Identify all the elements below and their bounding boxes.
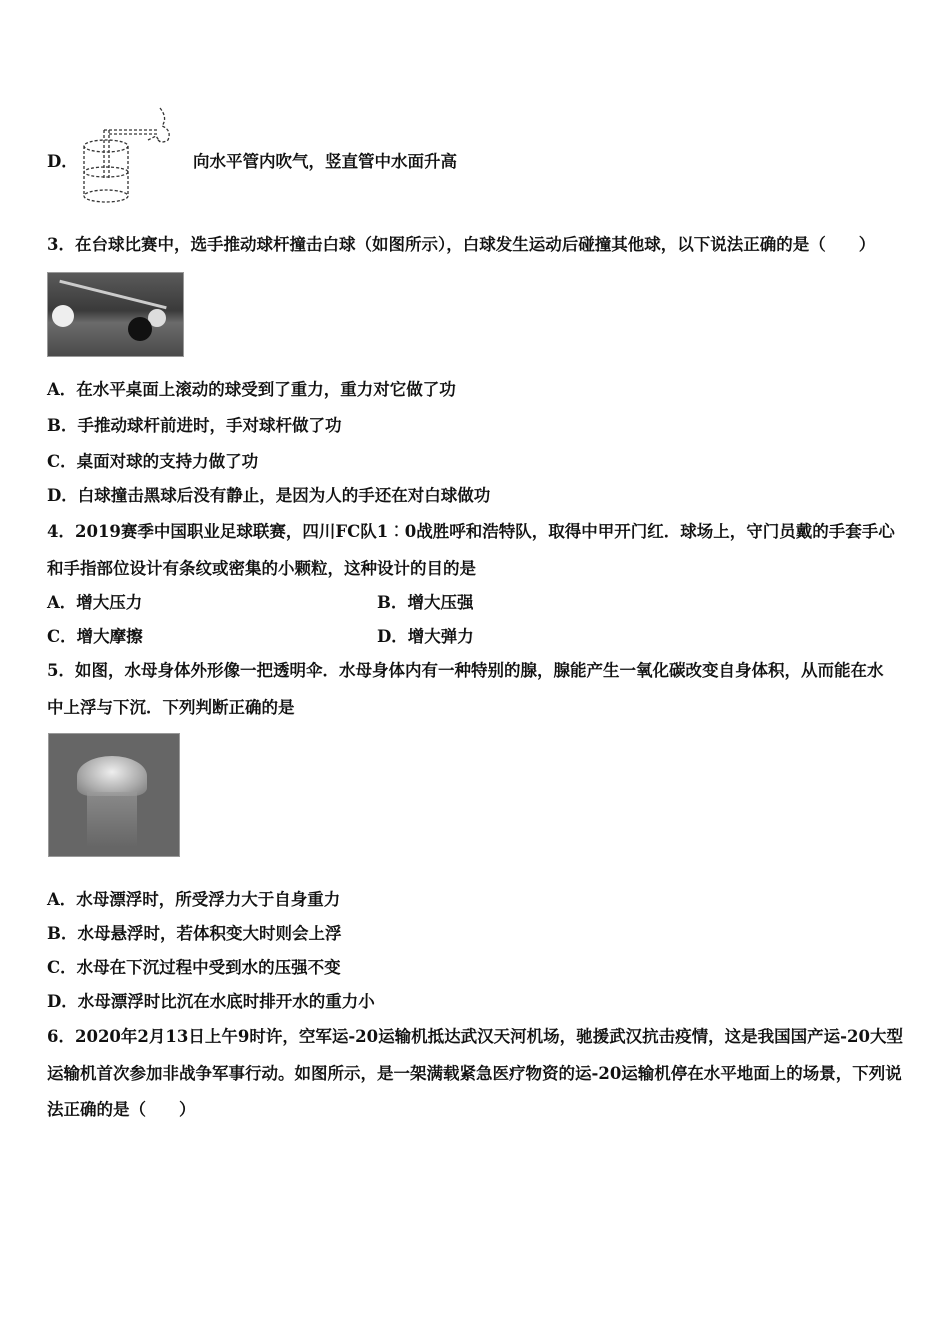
question-stem-line-2: 和手指部位设计有条纹或密集的小颗粒，这种设计的目的是: [47, 559, 476, 578]
black-ball: [128, 317, 152, 341]
jellyfish-bell: [77, 756, 147, 796]
option-b: B．增大压强: [377, 593, 474, 612]
option-a: A．增大压力: [47, 593, 143, 612]
option-d: D．增大弹力: [377, 627, 474, 646]
question-stem-line-3: 法正确的是（ ）: [47, 1100, 196, 1119]
option-a: A．水母漂浮时，所受浮力大于自身重力: [47, 890, 341, 909]
option-d: D．白球撞击黑球后没有静止，是因为人的手还在对白球做功: [47, 486, 491, 505]
question-stem-line-1: 5．如图，水母身体外形像一把透明伞．水母身体内有一种特别的腺，腺能产生一氧化碳改变自身体积，从而能在水: [47, 661, 884, 680]
option-c: C．水母在下沉过程中受到水的压强不变: [47, 958, 341, 977]
white-ball: [52, 305, 74, 327]
question-stem-line-1: 4．2019赛季中国职业足球联赛，四川FC队1︰0战胜呼和浩特队，取得中甲开门红．球场上，守门员戴的手套手心: [47, 522, 895, 541]
question-stem: 3．在台球比赛中，选手推动球杆撞击白球（如图所示），白球发生运动后碰撞其他球，以下说法正确的是（ ）: [47, 235, 876, 254]
question-stem-line-2: 中上浮与下沉．下列判断正确的是: [47, 698, 295, 717]
option-c: C．增大摩擦: [47, 627, 143, 646]
billiards-photo: [47, 272, 184, 357]
option-b: B．水母悬浮时，若体积变大时则会上浮: [47, 924, 342, 943]
option-b: B．手推动球杆前进时，手对球杆做了功: [47, 416, 342, 435]
question-stem-line-2: 运输机首次参加非战争军事行动。如图所示，是一架满载紧急医疗物资的运-20运输机停在水平地面上的场景，下列说: [47, 1064, 902, 1083]
cue-stick: [59, 280, 166, 310]
q2-option-d-label: D．: [47, 152, 78, 171]
jellyfish-photo: [48, 733, 180, 857]
q2-option-d-text: 向水平管内吹气，竖直管中水面升高: [193, 152, 457, 171]
option-c: C．桌面对球的支持力做了功: [47, 452, 259, 471]
jellyfish-tentacles: [87, 792, 137, 847]
option-a: A．在水平桌面上滚动的球受到了重力，重力对它做了功: [47, 380, 456, 399]
question-stem-line-1: 6．2020年2月13日上午9时许，空军运-20运输机抵达武汉天河机场，驰援武汉抗击疫情，这是我国国产运-20大型: [47, 1027, 903, 1046]
option-d: D．水母漂浮时比沉在水底时排开水的重力小: [47, 992, 375, 1011]
tube-apparatus-diagram: [78, 100, 188, 210]
